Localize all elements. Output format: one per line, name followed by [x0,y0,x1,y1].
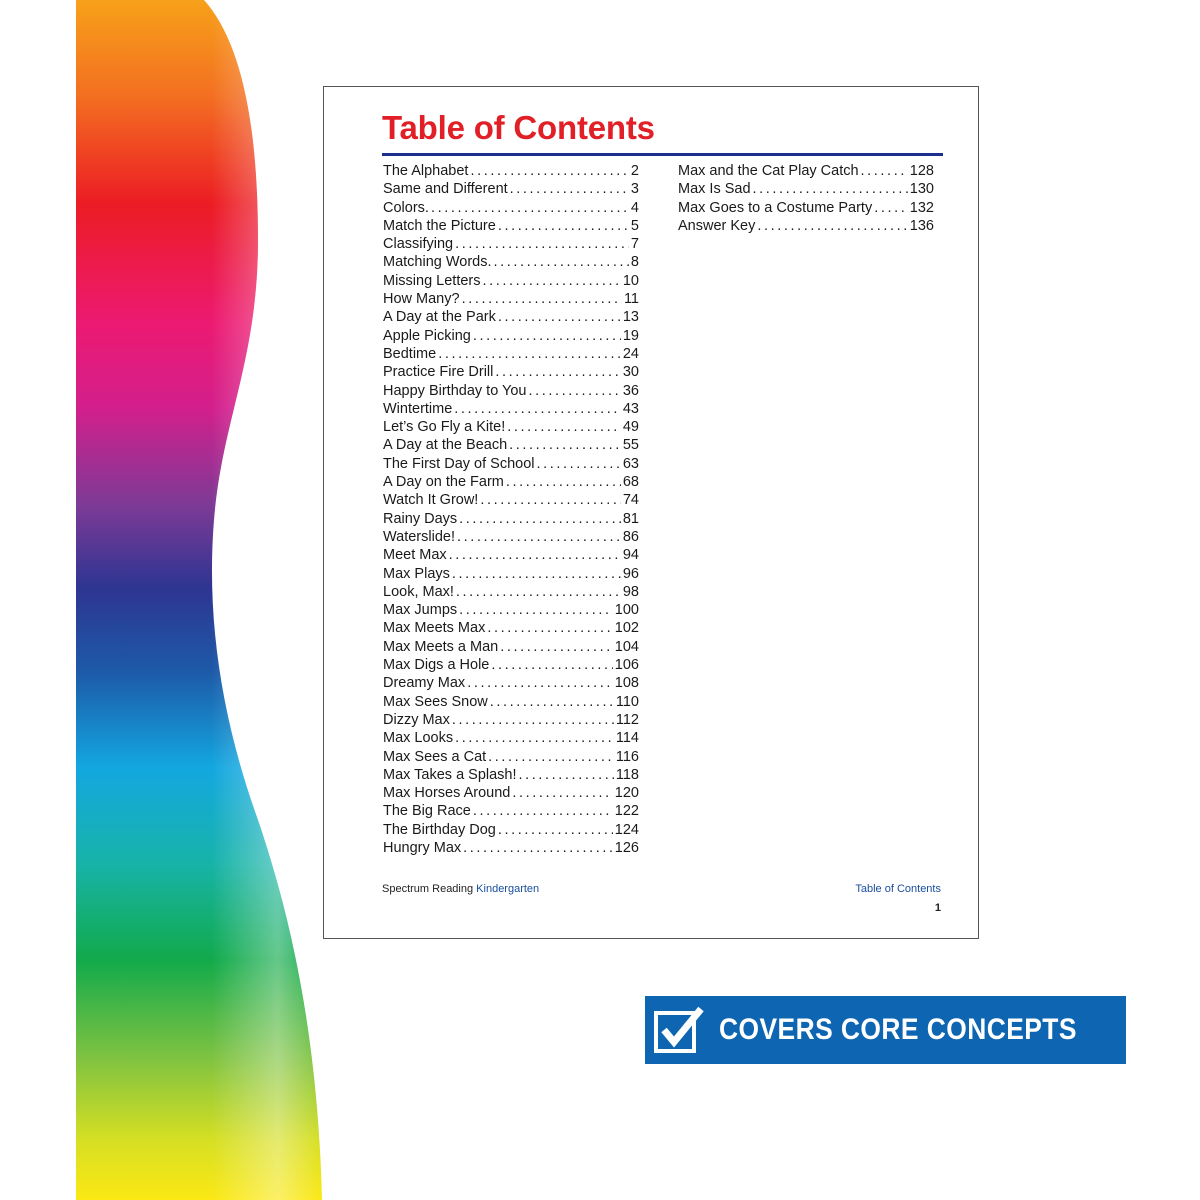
dot-leader [470,162,628,180]
footer-section: Table of Contents [855,883,941,895]
footer-grade: Kindergarten [476,883,540,895]
toc-entry-title: Hungry Max [383,839,462,856]
toc-entry-title: Missing Letters [383,272,481,289]
footer-book-title [382,883,539,895]
toc-entry-page: 106 [614,657,639,674]
toc-entry [383,199,639,217]
toc-entry [383,180,639,198]
toc-entry [383,436,639,454]
dot-leader [753,180,908,198]
dot-leader [452,565,621,583]
toc-entry-page: 30 [622,364,639,381]
toc-entry-title: Matching Words. [383,254,492,271]
toc-entry [383,821,639,839]
toc-entry-page: 104 [614,638,639,655]
toc-entry-title: A Day on the Farm [383,474,504,491]
dot-leader [491,656,612,674]
dot-leader [529,382,621,400]
toc-entry-page: 110 [615,693,639,710]
toc-entry-title: Answer Key [678,217,756,234]
footer-book-name: Spectrum Reading [382,883,474,895]
toc-entry [383,711,639,729]
toc-entry-title: Dreamy Max [383,675,466,692]
toc-entry [383,491,639,509]
toc-entry-title: Max Meets Max [383,620,486,637]
toc-entry-page: 108 [614,675,639,692]
toc-entry [383,656,639,674]
toc-entry [383,400,639,418]
page-number: 1 [934,902,941,914]
dot-leader [498,821,613,839]
toc-entry-page: 11 [623,291,639,308]
toc-entry [383,253,639,271]
toc-entry-title: Meet Max [383,547,447,564]
toc-entry [383,473,639,491]
toc-column-1 [383,162,639,857]
toc-entry [383,290,639,308]
toc-entry-title: Max Horses Around [383,785,511,802]
toc-entry [383,510,639,528]
toc-entry [383,546,639,564]
toc-entry [383,729,639,747]
toc-entry-title: Max Meets a Man [383,638,499,655]
toc-entry-title: Watch It Grow! [383,492,479,509]
dot-leader [463,839,613,857]
toc-entry-title: A Day at the Park [383,309,496,326]
dot-leader [456,583,621,601]
toc-entry-title: Let’s Go Fly a Kite! [383,419,506,436]
toc-entry [383,674,639,692]
dot-leader [438,345,621,363]
toc-entry-page: 98 [622,583,639,600]
toc-entry-page: 102 [614,620,639,637]
toc-entry-page: 36 [622,382,639,399]
dot-leader [462,290,622,308]
dot-leader [498,308,621,326]
toc-entry-title: Max Is Sad [678,181,751,198]
toc-entry-page: 100 [614,602,639,619]
toc-entry [678,180,934,198]
toc-entry [383,802,639,820]
toc-entry [383,418,639,436]
toc-entry-title: Max and the Cat Play Catch [678,163,859,179]
dot-leader [498,217,629,235]
dot-leader [509,436,621,454]
toc-entry-page: 118 [615,766,639,783]
toc-entry-page: 116 [615,748,639,765]
toc-entry [383,162,639,180]
toc-entry [383,308,639,326]
toc-entry-title: The Alphabet [383,163,469,179]
covers-core-concepts-badge [645,996,1126,1064]
toc-entry-page: 128 [909,163,934,179]
toc-entry [678,199,934,217]
toc-entry-title: Apple Picking [383,327,471,344]
toc-entry-title: Classifying [383,236,454,253]
toc-entry [678,217,934,235]
toc-entry [678,162,934,180]
toc-entry-title: Max Goes to a Costume Party [678,199,873,216]
toc-entry-title: Colors. [383,199,429,216]
toc-entry-title: Look, Max! [383,583,454,600]
toc-entry-page: 68 [622,474,639,491]
checkmark-icon [653,1004,705,1056]
toc-entry-page: 10 [622,272,639,289]
dot-leader [874,199,908,217]
toc-entry-title: Bedtime [383,345,437,362]
toc-entry [383,784,639,802]
toc-entry-page: 55 [622,437,639,454]
toc-entry-page: 7 [630,236,639,253]
toc-entry [383,748,639,766]
toc-entry-title: Practice Fire Drill [383,364,494,381]
toc-column-2 [678,162,934,235]
toc-entry-page: 124 [614,821,639,838]
dot-leader [454,400,621,418]
dot-leader [490,693,614,711]
toc-entry [383,455,639,473]
toc-entry-title: A Day at the Beach [383,437,508,454]
dot-leader [487,619,612,637]
toc-entry-title: Max Sees a Cat [383,748,487,765]
dot-leader [455,729,614,747]
toc-entry-title: Dizzy Max [383,711,450,728]
toc-entry-title: Waterslide! [383,528,455,545]
toc-entry-title: Same and Different [383,181,508,198]
toc-entry-page: 24 [622,345,639,362]
dot-leader [483,272,621,290]
dot-leader [459,601,613,619]
dot-leader [757,217,907,235]
dot-leader [507,418,621,436]
dot-leader [457,528,621,546]
toc-entry-page: 43 [622,400,639,417]
toc-entry-page: 3 [630,181,639,198]
toc-entry-title: Match the Picture [383,217,496,234]
toc-entry-page: 130 [909,181,934,198]
toc-entry-page: 8 [630,254,639,271]
toc-entry-page: 136 [909,217,934,234]
toc-entry-page: 122 [614,803,639,820]
toc-entry-title: Max Jumps [383,602,458,619]
toc-entry-page: 13 [622,309,639,326]
toc-entry-title: The Big Race [383,803,471,820]
toc-entry-page: 5 [630,217,639,234]
badge-label: COVERS CORE CONCEPTS [719,1013,1077,1046]
toc-entry-title: Max Takes a Splash! [383,766,517,783]
toc-entry [383,601,639,619]
dot-leader [467,674,613,692]
toc-entry-page: 120 [614,785,639,802]
toc-entry [383,272,639,290]
toc-entry [383,345,639,363]
dot-leader [455,235,629,253]
toc-entry [383,839,639,857]
dot-leader [512,784,612,802]
dot-leader [449,546,621,564]
dot-leader [431,199,629,217]
toc-entry [383,363,639,381]
toc-entry-page: 132 [909,199,934,216]
toc-entry-page: 114 [615,730,639,747]
toc-entry-page: 94 [622,547,639,564]
dot-leader [480,491,621,509]
toc-entry-page: 74 [622,492,639,509]
toc-entry [383,583,639,601]
toc-entry-title: Max Sees Snow [383,693,488,710]
dot-leader [494,253,629,271]
toc-entry-page: 49 [622,419,639,436]
dot-leader [537,455,621,473]
toc-entry-page: 4 [630,199,639,216]
toc-entry [383,217,639,235]
book-page [323,86,979,939]
dot-leader [488,748,614,766]
toc-entry [383,638,639,656]
dot-leader [519,766,614,784]
toc-entry-page: 96 [622,565,639,582]
dot-leader [495,363,620,381]
toc-entry [383,565,639,583]
toc-entry-title: Max Looks [383,730,454,747]
toc-entry-page: 2 [630,163,639,179]
toc-entry-title: How Many? [383,291,460,308]
dot-leader [459,510,621,528]
dot-leader [861,162,908,180]
toc-entry [383,528,639,546]
dot-leader [506,473,621,491]
dot-leader [500,638,613,656]
dot-leader [452,711,614,729]
dot-leader [473,802,613,820]
rainbow-wave-graphic [0,0,340,1200]
toc-entry-page: 112 [615,711,639,728]
toc-entry-title: Rainy Days [383,510,458,527]
toc-entry-title: The First Day of School [383,455,535,472]
toc-entry [383,766,639,784]
toc-entry [383,619,639,637]
toc-entry-page: 126 [614,839,639,856]
toc-entry-title: Happy Birthday to You [383,382,527,399]
toc-entry [383,235,639,253]
toc-entry-page: 81 [622,510,639,527]
toc-entry-title: Wintertime [383,400,453,417]
dot-leader [510,180,629,198]
dot-leader [473,327,621,345]
toc-entry-page: 19 [622,327,639,344]
toc-entry-title: The Birthday Dog [383,821,496,838]
toc-entry [383,327,639,345]
page-title: Table of Contents [382,109,655,146]
toc-entry-page: 63 [622,455,639,472]
toc-entry [383,693,639,711]
toc-entry-title: Max Digs a Hole [383,657,490,674]
toc-entry-page: 86 [622,528,639,545]
toc-entry [383,382,639,400]
toc-entry-title: Max Plays [383,565,450,582]
title-rule [382,153,943,156]
